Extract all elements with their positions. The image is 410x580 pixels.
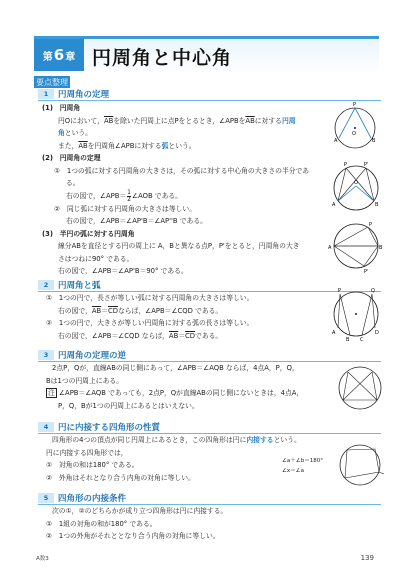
page-number: 139 bbox=[360, 554, 374, 562]
svg-text:P': P' bbox=[364, 269, 369, 274]
section-title: 円周角の定理 bbox=[58, 90, 110, 100]
figure-converse bbox=[334, 362, 386, 414]
chapter-title: 円周角と中心角 bbox=[92, 47, 233, 69]
text-line: ② 外角はそれとなり合う内角の対角に等しい。 bbox=[46, 473, 195, 482]
chapter-number: 6 bbox=[53, 46, 65, 64]
text: という。 bbox=[168, 141, 196, 150]
svg-text:A: A bbox=[328, 245, 332, 251]
text-line: ② 1つの円で，大きさが等しい円周角に対する弧の長さは等しい。 bbox=[46, 319, 254, 327]
svg-text:P: P bbox=[353, 102, 357, 108]
svg-text:D: D bbox=[375, 330, 379, 336]
section-1-body bbox=[42, 102, 332, 278]
text: 右の図で，∠APB＝ bbox=[66, 191, 127, 200]
section-3-heading bbox=[38, 349, 381, 362]
keyword: 内接する bbox=[246, 436, 274, 444]
arc: $\overline{AB}$ bbox=[104, 116, 114, 125]
text-line: 円に内接する四角形では， bbox=[46, 448, 128, 457]
footer-label: A数3 bbox=[36, 556, 49, 562]
arc: $\overline{AB}$ bbox=[78, 141, 88, 150]
section-number: 2 bbox=[38, 280, 54, 290]
text-line bbox=[42, 434, 301, 447]
svg-text:C: C bbox=[360, 337, 364, 342]
text-line: Bは1つの円周上にある。 bbox=[46, 376, 123, 385]
text-line bbox=[42, 190, 332, 203]
chapter-header bbox=[34, 36, 379, 75]
figure-central-angle bbox=[328, 158, 384, 216]
text: を除いた円周上に点Pをとるとき，∠APBを bbox=[113, 116, 246, 125]
text-line: ① 1組の対角の和が180° である。 bbox=[46, 519, 157, 528]
text-line: ② 1つの外角がそれととなり合う内角の対角に等しい。 bbox=[46, 532, 220, 540]
text-line bbox=[42, 305, 253, 318]
section-number: 1 bbox=[38, 89, 54, 99]
sub-heading: (3) 半円の弧に対する円周角 bbox=[42, 229, 135, 238]
section-5-heading bbox=[38, 492, 381, 505]
chapter-suffix: 章 bbox=[65, 51, 76, 63]
keyword: 角 bbox=[58, 129, 65, 137]
numerator: 1 bbox=[127, 188, 131, 196]
keyword: 円周 bbox=[281, 116, 296, 125]
section-title: 円周角と弧 bbox=[58, 281, 101, 291]
text: に対する bbox=[254, 116, 282, 125]
section-number: 5 bbox=[38, 493, 54, 503]
text-line: 右の図で，∠APB＝∠AP'B＝90° である。 bbox=[58, 267, 188, 275]
text: という。 bbox=[273, 436, 301, 444]
svg-text:P: P bbox=[338, 288, 342, 294]
note-mark: 注 bbox=[48, 389, 55, 397]
summary-label: 要点整理 bbox=[36, 77, 68, 87]
chapter-badge bbox=[34, 39, 84, 71]
figure-semicircle bbox=[328, 218, 384, 274]
section-title: 円に内接する四角形の性質 bbox=[58, 423, 161, 433]
text-line: 次の①，②のどちらかが成り立つ四角形は円に内接する。 bbox=[52, 507, 228, 515]
text-line: ① 1つの円で，長さが等しい弧に対する円周角の大きさは等しい。 bbox=[46, 294, 254, 302]
section-number: 3 bbox=[38, 350, 54, 360]
text-line: 線分ABを直径とする円の周上に A，Bと異なる点P，P'をとると，円周角の大き bbox=[58, 242, 300, 250]
svg-text:A: A bbox=[334, 138, 338, 144]
svg-text:P: P bbox=[344, 162, 348, 168]
sub-heading: (2) 円周角の定理 bbox=[42, 154, 101, 162]
text: また， bbox=[58, 141, 79, 150]
text: 四角形の4つの頂点が同じ円周上にあるとき，この四角形は円に bbox=[52, 436, 247, 444]
svg-text:P': P' bbox=[364, 162, 369, 168]
text: ＝ bbox=[101, 306, 108, 315]
arc: $\overline{AB}$ bbox=[91, 306, 102, 315]
svg-text:B: B bbox=[375, 202, 379, 208]
svg-text:A: A bbox=[332, 330, 336, 336]
figure-equal-arcs bbox=[330, 284, 382, 342]
text: 右の図で， bbox=[58, 306, 92, 315]
chapter-prefix: 第 bbox=[42, 51, 53, 63]
text-line: P，Q，Bが1つの円周上にあるとはいえない。 bbox=[58, 401, 199, 410]
figure-inscribed-quadrilateral bbox=[335, 440, 385, 490]
keyword: 弧 bbox=[161, 141, 169, 150]
text: ∠APB＝∠AQB であっても，2点P，Qが直線ABの同じ側にないときは，4点A， bbox=[58, 389, 304, 397]
section-title: 円周角の定理の逆 bbox=[58, 351, 127, 361]
svg-text:Q: Q bbox=[371, 288, 375, 294]
arc: $\overline{AB}$ bbox=[245, 116, 255, 125]
text: である。 bbox=[195, 331, 223, 340]
svg-text:B: B bbox=[346, 337, 350, 342]
formula: ∠x＝∠a bbox=[282, 468, 304, 474]
text-line bbox=[42, 115, 332, 128]
text-line: ① 1つの弧に対する円周角の大きさは，その弧に対する中心角の大きさの半分であ bbox=[54, 166, 310, 175]
section-5-body bbox=[42, 505, 227, 543]
arc: $\overline{CD}$ bbox=[185, 331, 196, 340]
text-line bbox=[42, 387, 303, 400]
arc: $\overline{CD}$ bbox=[107, 306, 118, 315]
text: を円周角∠APBに対する bbox=[87, 141, 162, 150]
svg-text:O: O bbox=[354, 180, 358, 186]
svg-text:B: B bbox=[379, 245, 383, 251]
sub-heading: (1) 円周角 bbox=[42, 104, 81, 112]
text-line: る。 bbox=[66, 179, 80, 187]
text: ∠AOB である。 bbox=[131, 191, 182, 200]
formula: ∠a＋∠b＝180° bbox=[282, 458, 323, 464]
text-line bbox=[42, 140, 332, 153]
svg-text:B: B bbox=[372, 138, 376, 144]
section-4-heading bbox=[38, 421, 381, 434]
text-line: 右の図で，∠APB＝∠AP'B＝∠AP''B である。 bbox=[66, 217, 207, 225]
text-line: さはつねに90° である。 bbox=[58, 254, 134, 263]
text-line bbox=[42, 127, 332, 140]
text: ならば，∠APB＝∠CQD である。 bbox=[117, 306, 223, 315]
arc: $\overline{AB}$ bbox=[168, 331, 179, 340]
denominator: 2 bbox=[127, 195, 131, 203]
svg-text:P: P bbox=[369, 222, 373, 228]
svg-text:A: A bbox=[332, 202, 336, 208]
text: という。 bbox=[64, 129, 92, 137]
figure-inscribed-angle bbox=[330, 100, 380, 155]
text-line: ① 対角の和は180° である。 bbox=[46, 461, 139, 469]
text-line: 2点P，Qが，直線ABの同じ側にあって，∠APB＝∠AQB ならば，4点A，P，Q， bbox=[52, 364, 299, 372]
section-2-body bbox=[42, 292, 253, 342]
section-title: 四角形の内接条件 bbox=[58, 494, 127, 504]
svg-text:O: O bbox=[352, 131, 356, 137]
text: 円Oにおいて， bbox=[58, 116, 104, 125]
text: ＝ bbox=[178, 331, 186, 340]
text: 右の図で，∠APB＝∠CQD ならば， bbox=[58, 331, 169, 340]
text-line: ② 同じ弧に対する円周角の大きさは等しい。 bbox=[54, 204, 197, 213]
section-3-body bbox=[42, 362, 303, 412]
fraction bbox=[127, 190, 131, 203]
section-4-body bbox=[42, 434, 301, 484]
section-number: 4 bbox=[38, 422, 54, 432]
text-line bbox=[42, 330, 253, 343]
formula-labels bbox=[282, 456, 323, 476]
